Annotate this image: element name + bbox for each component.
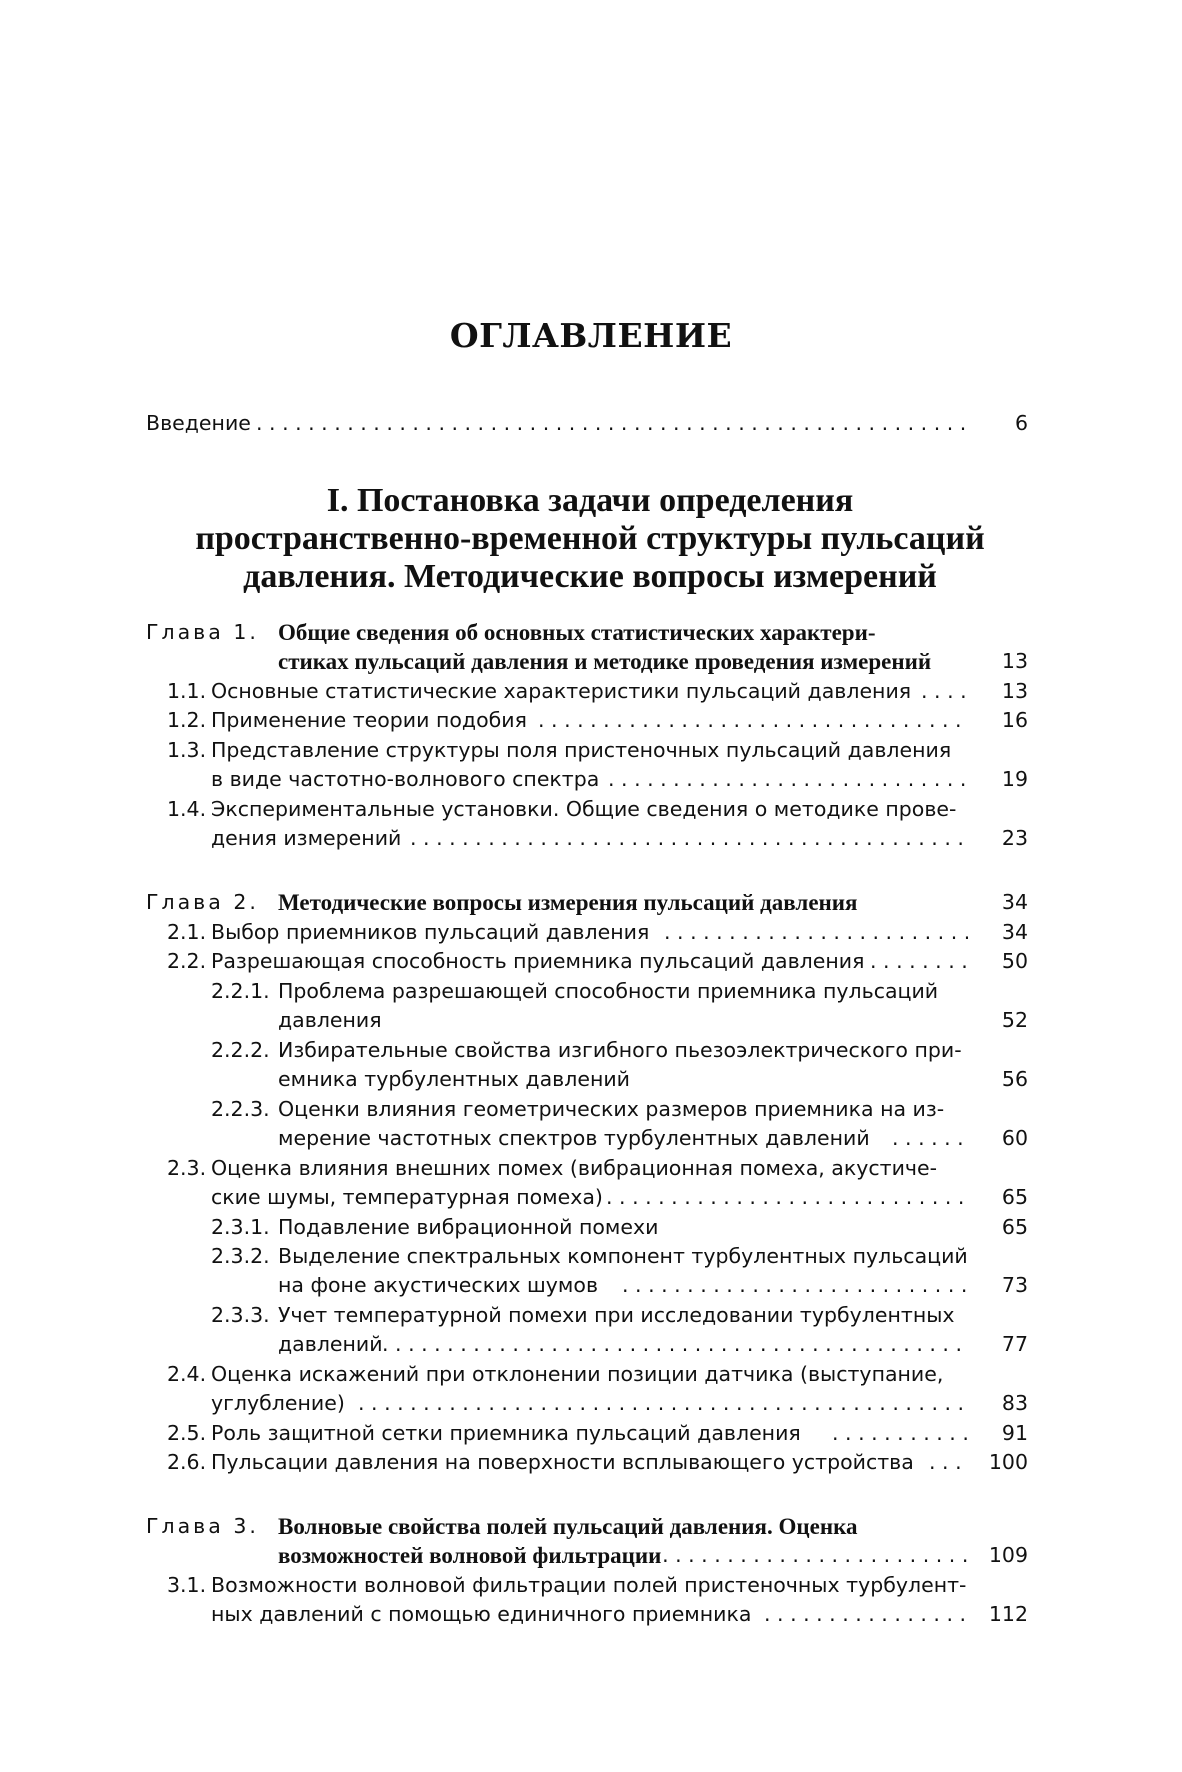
leader-dots xyxy=(358,1389,968,1418)
section-title-line-2: на фоне акустических шумов xyxy=(278,1273,599,1297)
section-number: 2.2.2. xyxy=(211,1038,270,1062)
leader-dots xyxy=(256,409,968,438)
page-number: 34 xyxy=(1001,890,1028,914)
section-title-line-2: ские шумы, температурная помеха) xyxy=(211,1185,603,1209)
chapter-label: Глава 3. xyxy=(146,1514,259,1538)
chapter-label: Глава 2. xyxy=(146,890,259,914)
chapter-title-line-2: стиках пульсаций давления и методике проведения измерений xyxy=(278,649,932,674)
page-number: 56 xyxy=(1001,1067,1028,1091)
page-number: 52 xyxy=(1001,1008,1028,1032)
leader-dots xyxy=(608,765,968,794)
section-title-line-2: мерение частотных спектров турбулентных давлений xyxy=(278,1126,870,1150)
section-number: 2.1. xyxy=(167,920,207,944)
leader-dots xyxy=(382,1330,968,1359)
section-number: 1.1. xyxy=(167,679,207,703)
leader-dots xyxy=(832,1419,968,1448)
leader-dots xyxy=(410,824,968,853)
leader-dots xyxy=(892,1124,968,1153)
section-title-line-2: ных давлений с помощью единичного приемника xyxy=(211,1602,752,1626)
section-title-line-2: в виде частотно-волнового спектра xyxy=(211,767,600,791)
page-number: 16 xyxy=(1001,708,1028,732)
page-number: 83 xyxy=(1001,1391,1028,1415)
section-title: Применение теории подобия xyxy=(211,708,527,732)
section-number: 2.5. xyxy=(167,1421,207,1445)
entry-label: Введение xyxy=(146,411,251,435)
section-title-line-2: емника турбулентных давлений xyxy=(278,1067,631,1091)
chapter-label: Глава 1. xyxy=(146,620,259,644)
leader-dots xyxy=(764,1600,968,1629)
section-title: Разрешающая способность приемника пульсаций давления xyxy=(211,949,865,973)
section-title-line-1: Учет температурной помехи при исследовании турбулентных xyxy=(278,1303,955,1327)
section-title: Пульсации давления на поверхности всплывающего устройства xyxy=(211,1450,914,1474)
section-number: 2.2.3. xyxy=(211,1097,270,1121)
section-number: 2.3. xyxy=(167,1156,207,1180)
page-number: 77 xyxy=(1001,1332,1028,1356)
leader-dots xyxy=(606,1183,968,1212)
section-title-line-1: Проблема разрешающей способности приемника пульсаций xyxy=(278,979,939,1003)
page-title: ОГЛАВЛЕНИЕ xyxy=(449,316,733,355)
page-number: 112 xyxy=(988,1602,1028,1626)
leader-dots xyxy=(622,1271,968,1300)
section-title-line-1: Избирательные свойства изгибного пьезоэлектрического при- xyxy=(278,1038,962,1062)
chapter-title: Методические вопросы измерения пульсаций давления xyxy=(278,890,858,915)
page-number: 6 xyxy=(1014,411,1028,435)
section-title-line-2: давлений xyxy=(278,1332,383,1356)
page-number: 34 xyxy=(1001,920,1028,944)
section-title-line-1: Оценки влияния геометрических размеров приемника на из- xyxy=(278,1097,945,1121)
section-title-line-1: Экспериментальные установки. Общие сведения о методике прове- xyxy=(211,797,957,821)
page-number: 65 xyxy=(1001,1215,1028,1239)
page-number: 91 xyxy=(1001,1421,1028,1445)
section-title-line-2: углубление) xyxy=(211,1391,345,1415)
section-number: 2.6. xyxy=(167,1450,207,1474)
section-number: 3.1. xyxy=(167,1573,207,1597)
section-title-line-1: Оценка влияния внешних помех (вибрационная помеха, акустиче- xyxy=(211,1156,938,1180)
section-title-line-2: давления xyxy=(278,1008,382,1032)
part-title-line-2: пространственно-временной структуры пульсаций xyxy=(195,520,985,557)
leader-dots xyxy=(870,947,968,976)
chapter-title-line-1: Общие сведения об основных статистических характери- xyxy=(278,620,876,645)
section-number: 2.3.3. xyxy=(211,1303,270,1327)
page-number: 50 xyxy=(1001,949,1028,973)
page-number: 100 xyxy=(988,1450,1028,1474)
leader-dots xyxy=(929,1448,968,1477)
section-number: 2.4. xyxy=(167,1362,207,1386)
leader-dots xyxy=(538,706,968,735)
section-number: 2.2.1. xyxy=(211,979,270,1003)
section-title-line-1: Выделение спектральных компонент турбулентных пульсаций xyxy=(278,1244,968,1268)
part-title-line-1: I. Постановка задачи определения xyxy=(326,482,854,519)
page-number: 13 xyxy=(1001,679,1028,703)
page-number: 109 xyxy=(988,1543,1028,1567)
part-title xyxy=(150,482,1030,596)
chapter-title-line-2: возможностей волновой фильтрации xyxy=(278,1543,662,1568)
leader-dots xyxy=(664,918,968,947)
page-number: 19 xyxy=(1001,767,1028,791)
section-number: 2.2. xyxy=(167,949,207,973)
section-title: Роль защитной сетки приемника пульсаций давления xyxy=(211,1421,801,1445)
section-title-line-2: дения измерений xyxy=(211,826,402,850)
section-title-line-1: Возможности волновой фильтрации полей пристеночных турбулент- xyxy=(211,1573,967,1597)
leader-dots xyxy=(921,677,968,706)
page-number: 60 xyxy=(1001,1126,1028,1150)
section-number: 1.2. xyxy=(167,708,207,732)
section-title-line-1: Представление структуры поля пристеночных пульсаций давления xyxy=(211,738,952,762)
section-number: 2.3.1. xyxy=(211,1215,270,1239)
page-number: 73 xyxy=(1001,1273,1028,1297)
leader-dots xyxy=(636,1541,968,1570)
section-number: 2.3.2. xyxy=(211,1244,270,1268)
section-title: Основные статистические характеристики пульсаций давления xyxy=(211,679,912,703)
page-number: 65 xyxy=(1001,1185,1028,1209)
page-number: 13 xyxy=(1001,649,1028,673)
section-number: 1.3. xyxy=(167,738,207,762)
part-title-line-3: давления. Методические вопросы измерений xyxy=(243,558,937,595)
section-title: Выбор приемников пульсаций давления xyxy=(211,920,650,944)
chapter-title-line-1: Волновые свойства полей пульсаций давления. Оценка xyxy=(278,1514,858,1539)
section-title-line-1: Оценка искажений при отклонении позиции датчика (выступание, xyxy=(211,1362,944,1386)
section-number: 1.4. xyxy=(167,797,207,821)
section-title: Подавление вибрационной помехи xyxy=(278,1215,659,1239)
page-number: 23 xyxy=(1001,826,1028,850)
